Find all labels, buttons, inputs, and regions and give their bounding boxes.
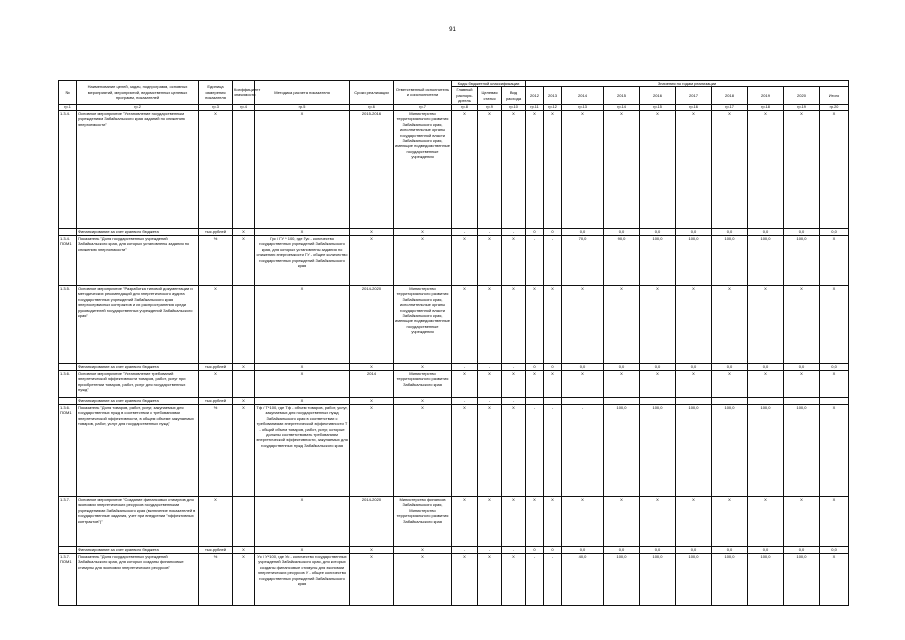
header-year: 2020 (784, 87, 820, 104)
table-cell: тыс.рублей (199, 229, 233, 236)
header-year: 2019 (748, 87, 784, 104)
table-cell: Министерство финансов Забайкальского края, Министерство территориального развития Забайкальского края (394, 497, 452, 547)
table-cell: X (640, 371, 676, 398)
table-cell: 2014 (350, 371, 394, 398)
table-cell: X (478, 111, 502, 229)
table-cell: X (255, 286, 350, 364)
table-cell: X (604, 371, 640, 398)
table-cell: 100,0 (712, 236, 748, 286)
table-cell: - (478, 547, 502, 554)
table-cell (820, 398, 849, 405)
header-code-col: Вид расхода (502, 87, 526, 104)
table-cell: 0,0 (748, 229, 784, 236)
table-cell: X (784, 371, 820, 398)
table-row (59, 405, 849, 497)
table-row (59, 229, 849, 236)
header-year: 2018 (712, 87, 748, 104)
table-cell: X (820, 111, 849, 229)
header-year: 2014 (562, 87, 604, 104)
table-cell: 2014-2020 (350, 497, 394, 547)
table-cell: 0,0 (562, 364, 604, 371)
table-cell: X (676, 371, 712, 398)
column-number: гр.20 (820, 104, 849, 110)
column-number: гр.14 (604, 104, 640, 110)
program-table (58, 80, 849, 606)
table-cell: 70,0 (562, 236, 604, 286)
table-cell: 2015-2016 (350, 111, 394, 229)
table-cell: 0,0 (676, 547, 712, 554)
table-cell: X (350, 554, 394, 606)
table-cell: Основное мероприятие "Разработка типовой документации и методических рекомендаций для энергетического аудита государственных учреждений Забайкальского края энергосервисных контрактов и их распространения среди руководителей государственных учреждений Забайкальского края" (77, 286, 199, 364)
table-cell: 0,0 (784, 229, 820, 236)
table-cell: X (255, 497, 350, 547)
table-cell: 100,0 (712, 405, 748, 497)
table-cell: - (544, 236, 562, 286)
header-codes: Коды бюджетной классификации (452, 81, 526, 87)
header-values: Значения по годам реализации (526, 81, 849, 87)
table-cell (233, 111, 255, 229)
table-cell: X (820, 371, 849, 398)
table-cell: X (820, 405, 849, 497)
table-cell (233, 286, 255, 364)
header-coef: Коэффициент значимости (233, 81, 255, 105)
table-cell: % (199, 405, 233, 497)
table-cell: X (199, 497, 233, 547)
table-cell: X (820, 554, 849, 606)
table-cell: X (604, 497, 640, 547)
table-cell: X (562, 371, 604, 398)
table-cell: Показатель "Доля государственных учреждений Забайкальского края, для которых созданы финансовые стимулы для экономии энергетических ресурсов" (77, 554, 199, 606)
table-cell: X (255, 398, 350, 405)
table-row (59, 371, 849, 398)
table-cell: 0,0 (748, 364, 784, 371)
header-year: Итого (820, 87, 849, 104)
table-cell: 100,0 (676, 236, 712, 286)
column-number: гр.1 (59, 104, 77, 110)
column-number: гр.4 (233, 104, 255, 110)
table-cell: X (526, 497, 544, 547)
header-exec: Ответственный исполнитель и соисполнители (394, 81, 452, 105)
table-cell: X (604, 286, 640, 364)
table-row (59, 236, 849, 286)
table-row (59, 364, 849, 371)
table-cell: 1.3.5. (59, 286, 77, 364)
table-cell: X (478, 497, 502, 547)
table-cell: - (452, 364, 478, 371)
table-cell (233, 497, 255, 547)
table-cell: 0,0 (640, 364, 676, 371)
table-row (59, 497, 849, 547)
table-cell (59, 398, 77, 405)
column-number: гр.6 (350, 104, 394, 110)
table-cell (59, 364, 77, 371)
table-cell: 0 (526, 364, 544, 371)
table-cell: - (478, 229, 502, 236)
table-cell: 100,0 (784, 554, 820, 606)
table-cell: Министерство территориального развития Забайкальского края, исполнительные органы государственной власти Забайкальского края, имеющие подведомственные государственные учреждения (394, 111, 452, 229)
table-cell: X (712, 497, 748, 547)
table-cell: X (748, 497, 784, 547)
table-cell: 100,0 (676, 554, 712, 606)
table-cell: Финансирование за счет краевого бюджета (77, 547, 199, 554)
table-cell: 0,0 (676, 364, 712, 371)
table-cell: X (784, 111, 820, 229)
table-cell: % (199, 554, 233, 606)
table-cell: 100,0 (784, 236, 820, 286)
table-cell: X (350, 398, 394, 405)
table-cell: 1.3.4. (59, 111, 77, 229)
header-unit: Единица измерения показателя (199, 81, 233, 105)
table-cell: X (544, 286, 562, 364)
table-cell: X (394, 364, 452, 371)
table-cell: X (712, 286, 748, 364)
header-code-col: Главный распоря-дитель (452, 87, 478, 104)
table-cell (784, 398, 820, 405)
table-cell: X (748, 286, 784, 364)
table-cell: 1.3.4. ПОМ1 (59, 236, 77, 286)
table-cell: 0,0 (562, 547, 604, 554)
table-cell: X (452, 497, 478, 547)
table-cell: 100,0 (748, 554, 784, 606)
table-cell: X (350, 364, 394, 371)
table-cell: Финансирование за счет краевого бюджета (77, 398, 199, 405)
table-cell: Показатель "Доля государственных учреждений Забайкальского края, для которых установлены задания по снижению энергоемкости" (77, 236, 199, 286)
table-cell: X (502, 236, 526, 286)
table-cell: 40,0 (562, 554, 604, 606)
table-cell: 0,0 (712, 229, 748, 236)
table-cell: X (544, 497, 562, 547)
table-cell: X (748, 371, 784, 398)
column-number: гр.10 (502, 104, 526, 110)
table-cell: Основное мероприятие "Установление государственным учреждениям Забайкальского края заданий по снижению энергоемкости" (77, 111, 199, 229)
table-cell: 100,0 (676, 405, 712, 497)
table-cell: X (676, 286, 712, 364)
column-number: гр.18 (748, 104, 784, 110)
header-year: 2017 (676, 87, 712, 104)
table-cell: % (199, 236, 233, 286)
table-cell: X (233, 364, 255, 371)
table-cell: 0,0 (562, 229, 604, 236)
column-number: гр.5 (255, 104, 350, 110)
header-no: № (59, 81, 77, 105)
table-cell: X (640, 111, 676, 229)
table-cell: X (350, 236, 394, 286)
table-cell: Тф / Т*100, где Тф - объем товаров, работ, услуг, закупаемых для государственных нужд Забайкальского края в соответствии с требованиями энергетической эффективности Т - общий объем товаров, работ, услуг, которые должны соответствовать требованиям энергетической эффективности, закупаемых для государственных нужд Забайкальского края (255, 405, 350, 497)
table-cell: X (562, 497, 604, 547)
table-cell: X (712, 371, 748, 398)
header-name: Наименование целей, задач, подпрограмм, основных мероприятий, мероприятий, ведомственных целевых программ, показателей (77, 81, 199, 105)
table-cell: X (502, 286, 526, 364)
table-cell: X (233, 236, 255, 286)
table-cell: X (255, 371, 350, 398)
table-cell: X (526, 371, 544, 398)
table-cell: - (562, 405, 604, 497)
table-cell: 1.3.6. ПОМ1 (59, 405, 77, 497)
table-row (59, 554, 849, 606)
table-cell: Министерство территориального развития Забайкальского края, исполнительные органы государственной власти Забайкальского края, имеющие подведомственные государственные учреждения (394, 286, 452, 364)
table-cell: тыс.рублей (199, 398, 233, 405)
table-cell: 100,0 (748, 405, 784, 497)
table-cell: X (452, 286, 478, 364)
column-number: гр.8 (452, 104, 478, 110)
table-row (59, 111, 849, 229)
table-cell: X (820, 236, 849, 286)
table-cell: X (233, 229, 255, 236)
table-cell: X (394, 398, 452, 405)
table-cell: 1.3.7. (59, 497, 77, 547)
table-cell: тыс.рублей (199, 364, 233, 371)
table-cell: 1.3.7. ПОМ1 (59, 554, 77, 606)
table-cell: X (562, 111, 604, 229)
table-cell: 1.3.6. (59, 371, 77, 398)
table-cell: - (544, 554, 562, 606)
table-cell: X (604, 111, 640, 229)
table-cell: Уc / У*100, где Ус - количество государственных учреждений Забайкальского края, для которых созданы финансовые стимулы для экономии энергетических ресурсов У - общее количество государственных учреждений Забайкальского края (255, 554, 350, 606)
table-cell: 100,0 (604, 554, 640, 606)
table-cell: 90,0 (604, 236, 640, 286)
table-cell: X (478, 286, 502, 364)
table-cell: X (255, 229, 350, 236)
table-cell: X (544, 111, 562, 229)
table-cell: Финансирование за счет краевого бюджета (77, 229, 199, 236)
table-cell: X (640, 286, 676, 364)
table-cell: 0,0 (604, 364, 640, 371)
table-cell (640, 398, 676, 405)
table-cell: 100,0 (640, 554, 676, 606)
table-cell: X (255, 547, 350, 554)
table-cell (562, 398, 604, 405)
header-year: 2012 (526, 87, 544, 104)
table-cell: X (712, 111, 748, 229)
table-cell (544, 398, 562, 405)
table-cell: X (640, 497, 676, 547)
table-cell: X (502, 497, 526, 547)
table-cell: X (452, 236, 478, 286)
table-cell: 100,0 (640, 405, 676, 497)
table-cell: - (452, 229, 478, 236)
table-cell: X (526, 286, 544, 364)
table-cell: 0 (526, 229, 544, 236)
column-number: гр.11 (526, 104, 544, 110)
table-cell: 0 (526, 547, 544, 554)
table-cell: X (820, 286, 849, 364)
table-cell: X (452, 371, 478, 398)
table-cell: X (233, 547, 255, 554)
table-cell: X (502, 111, 526, 229)
table-cell: 100,0 (712, 554, 748, 606)
table-cell: Показатель "Доля товаров, работ, услуг, закупаемых для государственных нужд в соответствии с требованиями энергетической эффективности, в общем объеме закупаемых товаров, работ, услуг для государственных нужд" (77, 405, 199, 497)
table-cell: Министерство территориального развития Забайкальского края (394, 371, 452, 398)
header-method: Методика расчета показателя (255, 81, 350, 105)
table-cell: X (394, 554, 452, 606)
table-cell: 0,0 (748, 547, 784, 554)
column-number: гр.3 (199, 104, 233, 110)
table-cell: X (350, 547, 394, 554)
table-cell: Основное мероприятие "Создание финансовых стимулов для экономии энергетических ресурсов государственными учреждениями Забайкальского края (включение показателей в государственные задания, учет при внедрении "эффективных контрактов")" (77, 497, 199, 547)
table-row (59, 286, 849, 364)
table-cell: X (544, 371, 562, 398)
table-cell: - (478, 364, 502, 371)
table-cell: X (394, 236, 452, 286)
table-cell: - (502, 229, 526, 236)
table-cell: 0,0 (604, 229, 640, 236)
table-cell: 0 (544, 547, 562, 554)
table-cell (748, 398, 784, 405)
table-cell: - (502, 398, 526, 405)
table-cell: - (502, 364, 526, 371)
table-cell: 100,0 (640, 236, 676, 286)
table-cell: Гус / ГУ * 100, где Гус - количество государственных учреждений Забайкальского края, для которых установлены задания по снижению энергоемкости ГУ - общее количество государственных учреждений Забайкальского края (255, 236, 350, 286)
table-cell: 0,0 (784, 364, 820, 371)
table-cell: 0,0 (820, 364, 849, 371)
table-cell: X (394, 405, 452, 497)
table-cell: X (350, 229, 394, 236)
table-cell: X (478, 405, 502, 497)
table-cell (59, 229, 77, 236)
table-cell: 0,0 (712, 364, 748, 371)
table-cell: 2014-2020 (350, 286, 394, 364)
table-cell: X (199, 286, 233, 364)
column-number: гр.19 (784, 104, 820, 110)
table-cell: X (784, 286, 820, 364)
table-cell: 0,0 (640, 229, 676, 236)
table-cell: X (478, 236, 502, 286)
page-number: 91 (449, 27, 456, 33)
table-cell: X (784, 497, 820, 547)
table-cell (676, 398, 712, 405)
table-cell: X (820, 497, 849, 547)
table-cell: X (478, 371, 502, 398)
table-cell: X (199, 371, 233, 398)
table-cell: Финансирование за счет краевого бюджета (77, 364, 199, 371)
table-cell: X (233, 405, 255, 497)
table-cell: 0,0 (820, 229, 849, 236)
header-year: 2015 (604, 87, 640, 104)
table-cell: - (526, 405, 544, 497)
table-row (59, 398, 849, 405)
table-cell: X (255, 111, 350, 229)
table-cell: X (233, 398, 255, 405)
table-cell: 0,0 (784, 547, 820, 554)
table-cell (526, 398, 544, 405)
table-cell: Основное мероприятие "Установление требований энергетической эффективности товаров, работ, услуг при приобретении товаров, работ, услуг для государственных нужд" (77, 371, 199, 398)
table-cell: X (452, 405, 478, 497)
table-cell: X (452, 111, 478, 229)
table-cell: X (502, 405, 526, 497)
table-cell (712, 398, 748, 405)
table-cell: 0,0 (676, 229, 712, 236)
table-cell (604, 398, 640, 405)
table-cell: X (199, 111, 233, 229)
table-cell: - (452, 398, 478, 405)
table-cell: - (544, 405, 562, 497)
table-cell: 0,0 (712, 547, 748, 554)
table-cell: тыс.рублей (199, 547, 233, 554)
table-cell: X (676, 111, 712, 229)
table-cell: X (394, 547, 452, 554)
header-year: 2013 (544, 87, 562, 104)
table-cell: X (350, 405, 394, 497)
table-cell: 0 (544, 229, 562, 236)
table-cell: X (452, 554, 478, 606)
column-number: гр.17 (712, 104, 748, 110)
table-cell: 100,0 (748, 236, 784, 286)
table-cell: 0,0 (640, 547, 676, 554)
table-cell: X (478, 554, 502, 606)
table-cell: 0,0 (820, 547, 849, 554)
table-cell (59, 547, 77, 554)
table-cell: - (502, 547, 526, 554)
table-cell: X (748, 111, 784, 229)
table-cell: X (233, 554, 255, 606)
table-cell: X (502, 371, 526, 398)
table-cell: - (478, 398, 502, 405)
column-number: гр.15 (640, 104, 676, 110)
table-cell: X (394, 229, 452, 236)
header-code-col: Целевая статья (478, 87, 502, 104)
header-year: 2016 (640, 87, 676, 104)
table-cell: - (452, 547, 478, 554)
table-cell: 100,0 (784, 405, 820, 497)
table-cell: X (562, 286, 604, 364)
column-number: гр.12 (544, 104, 562, 110)
table-cell: - (526, 554, 544, 606)
column-number: гр.2 (77, 104, 199, 110)
header-term: Сроки реализации (350, 81, 394, 105)
table-cell: 0,0 (604, 547, 640, 554)
table-cell: 100,0 (604, 405, 640, 497)
table-cell: X (502, 554, 526, 606)
column-number: гр.7 (394, 104, 452, 110)
table-cell: - (526, 236, 544, 286)
table-cell: X (526, 111, 544, 229)
column-number: гр.9 (478, 104, 502, 110)
table-cell (233, 371, 255, 398)
column-number: гр.16 (676, 104, 712, 110)
table-cell: X (676, 497, 712, 547)
table-cell: 0 (544, 364, 562, 371)
table-row (59, 547, 849, 554)
column-number: гр.13 (562, 104, 604, 110)
table-cell: X (255, 364, 350, 371)
